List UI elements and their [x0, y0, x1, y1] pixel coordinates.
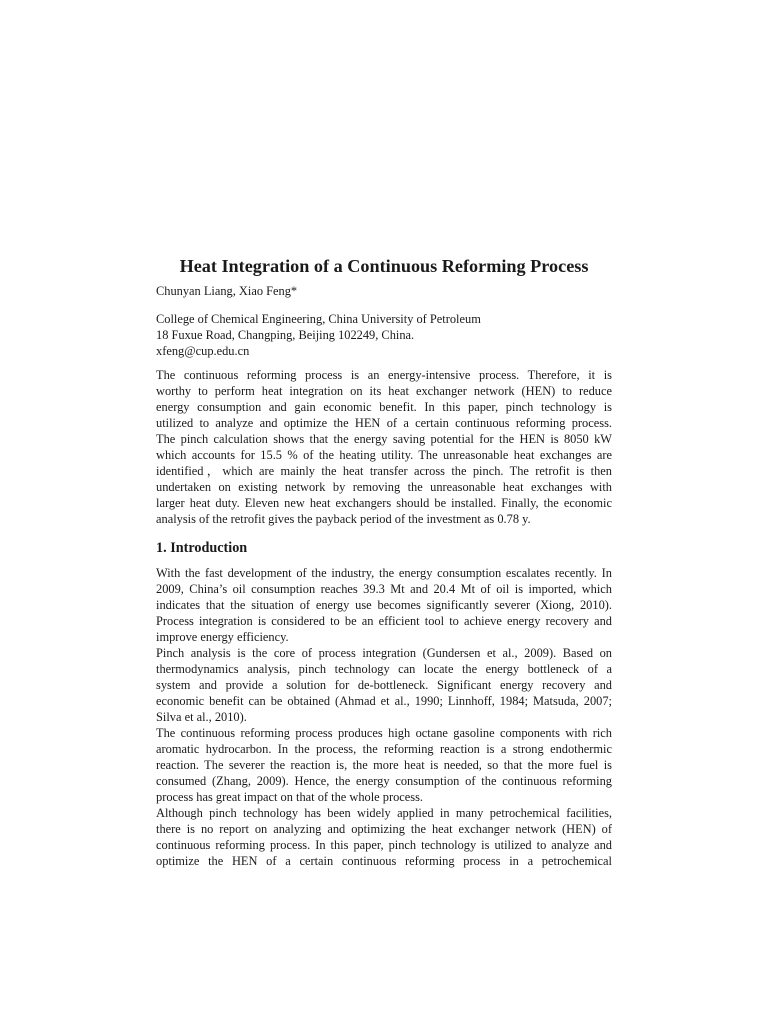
abstract-line: which accounts for 15.5 % of the heating utility. The unreasonable heat exchanges are — [156, 448, 612, 462]
body-line: economic benefit can be obtained (Ahmad et al., 1990; Linnhoff, 1984; Matsuda, 2007; — [156, 694, 612, 708]
abstract-line: energy consumption and gain economic benefit. In this paper, pinch technology is — [156, 400, 612, 414]
body-line: process has great impact on that of the whole process. — [156, 790, 424, 804]
body-line: indicates that the situation of energy use becomes significantly severer (Xiong, 2010). — [156, 598, 612, 612]
author-email: xfeng@cup.edu.cn — [156, 344, 250, 358]
abstract-line: The continuous reforming process is an energy-intensive process. Therefore, it is — [156, 368, 612, 382]
body-line: aromatic hydrocarbon. In the process, the reforming reaction is a strong endothermic — [156, 742, 612, 756]
affiliation-address: 18 Fuxue Road, Changping, Beijing 102249, China. — [156, 328, 415, 342]
body-line: improve energy efficiency. — [156, 630, 289, 644]
body-line: Process integration is considered to be an efficient tool to achieve energy recovery and — [156, 614, 612, 628]
body-line: Silva et al., 2010). — [156, 710, 247, 724]
body-line: Although pinch technology has been widely applied in many petrochemical facilities, — [156, 806, 612, 820]
abstract-line: worthy to perform heat integration on its heat exchanger network (HEN) to reduce — [156, 384, 612, 398]
body-line: The continuous reforming process produces high octane gasoline components with rich — [156, 726, 612, 740]
body-line: thermodynamics analysis, pinch technology can locate the energy bottleneck of a — [156, 662, 612, 676]
abstract-line: undertaken on existing network by removing the unreasonable heat exchanges with — [156, 480, 612, 494]
abstract-line: larger heat duty. Eleven new heat exchangers should be installed. Finally, the economic — [156, 496, 612, 510]
abstract — [156, 367, 612, 527]
author-list: Chunyan Liang, Xiao Feng* — [156, 284, 298, 298]
body-line: reaction. The severer the reaction is, the more heat is needed, so that the more fuel is — [156, 758, 612, 772]
body-line: With the fast development of the industry, the energy consumption escalates recently. In — [156, 566, 612, 580]
body-line: 2009, China’s oil consumption reaches 39.3 Mt and 20.4 Mt of oil is imported, which — [156, 582, 612, 596]
body-line: continuous reforming process. In this paper, pinch technology is utilized to analyze and — [156, 838, 612, 852]
paper-title: Heat Integration of a Continuous Reforming Process — [179, 256, 589, 276]
body-line: Pinch analysis is the core of process integration (Gundersen et al., 2009). Based on — [156, 646, 612, 660]
affiliation-block — [156, 311, 481, 359]
affiliation-institution: College of Chemical Engineering, China University of Petroleum — [156, 312, 481, 326]
abstract-line: identified，which are mainly the heat transfer across the pinch. The retrofit is then — [156, 464, 612, 478]
section-heading-introduction: 1. Introduction — [156, 540, 248, 556]
body-line: there is no report on analyzing and optimizing the heat exchanger network (HEN) of — [156, 822, 612, 836]
body-line: optimize the HEN of a certain continuous reforming process in a petrochemical — [156, 854, 612, 868]
abstract-line: The pinch calculation shows that the energy saving potential for the HEN is 8050 kW — [156, 432, 612, 446]
abstract-line: utilized to analyze and optimize the HEN of a certain continuous reforming process. — [156, 416, 612, 430]
body-line: system and provide a solution for de-bottleneck. Significant energy recovery and — [156, 678, 612, 692]
introduction-body — [156, 565, 612, 869]
body-line: consumed (Zhang, 2009). Hence, the energy consumption of the continuous reforming — [156, 774, 612, 788]
abstract-line: analysis of the retrofit gives the payback period of the investment as 0.78 y. — [156, 512, 531, 526]
